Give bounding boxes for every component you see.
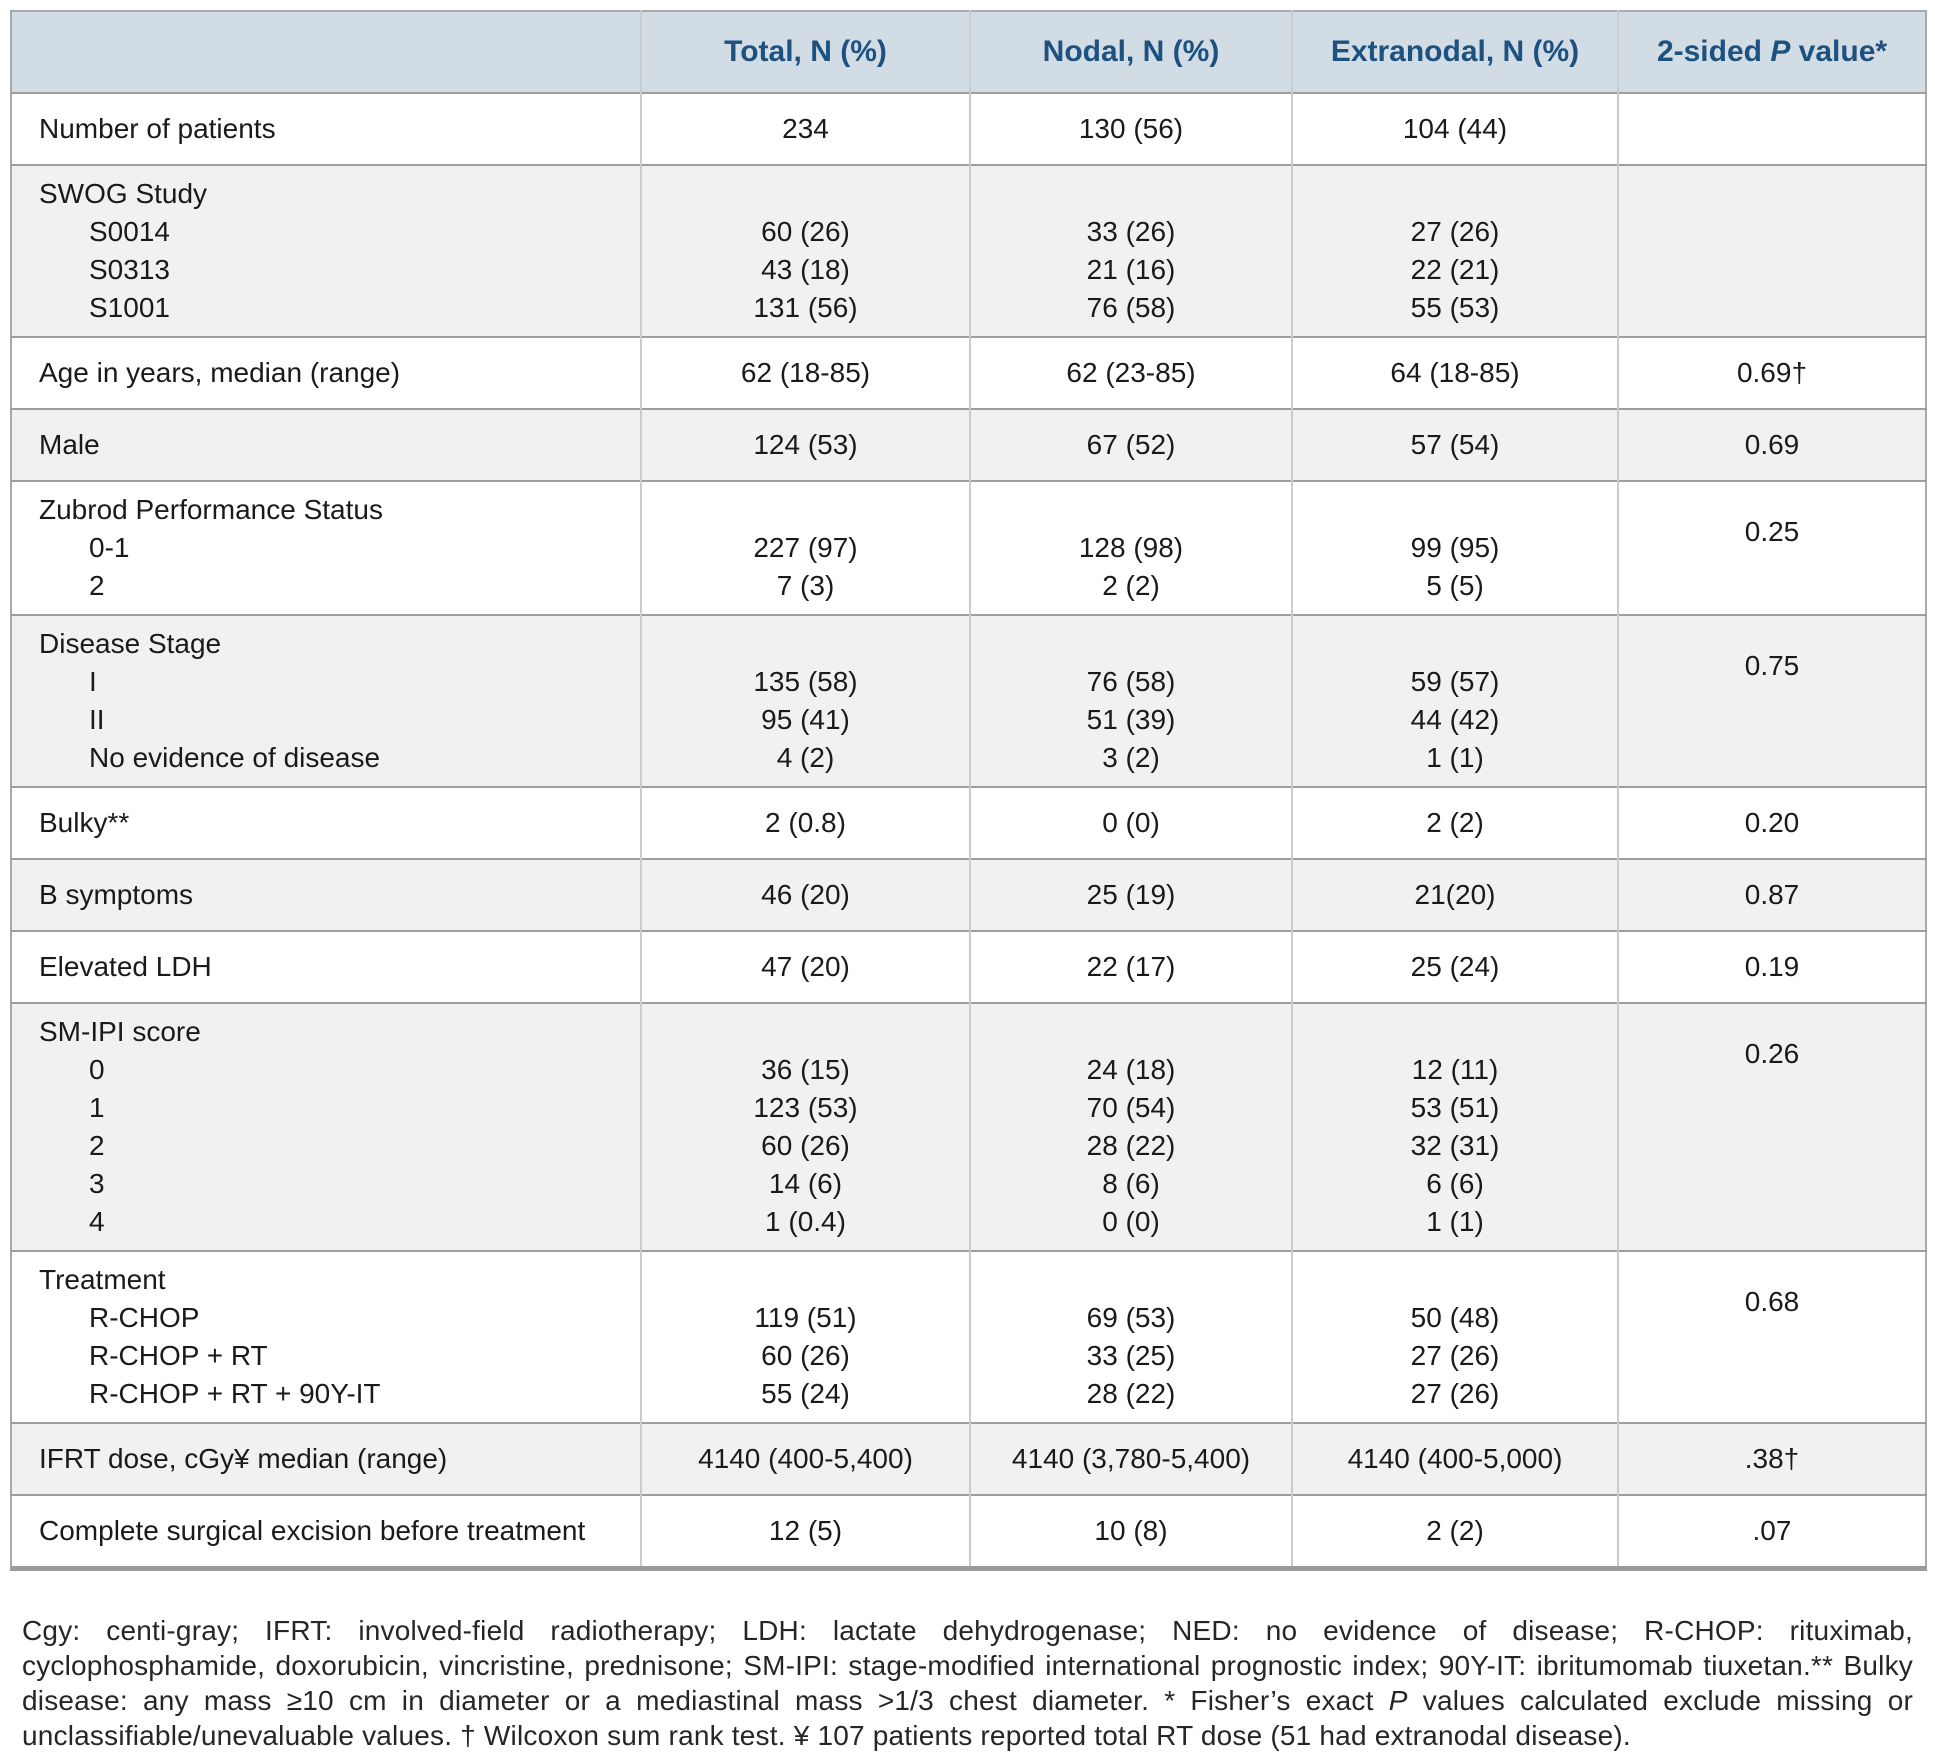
- sub-item-label: S0014: [89, 216, 170, 247]
- extranodal-value: 104 (44): [1402, 113, 1508, 144]
- italic-text: P: [1770, 35, 1791, 68]
- total-value: 1 (0.4): [765, 1206, 846, 1237]
- total-value: 135 (58): [753, 666, 858, 697]
- table-row: [11, 787, 1926, 859]
- p-value: 0.75: [1744, 650, 1800, 681]
- total-value: 43 (18): [761, 254, 850, 285]
- row-label: Elevated LDH: [39, 951, 212, 982]
- total-value: 47 (20): [761, 951, 850, 982]
- total-value: 4 (2): [776, 742, 835, 773]
- p-value-cell: [1618, 409, 1926, 481]
- total-value: 2 (0.8): [765, 807, 846, 838]
- extranodal-cell: [1292, 859, 1618, 931]
- table-row: [11, 1251, 1926, 1423]
- nodal-cell: [970, 1003, 1292, 1251]
- p-value-cell: [1618, 859, 1926, 931]
- p-value-cell: [1618, 615, 1926, 787]
- extranodal-value: 12 (11): [1411, 1054, 1499, 1085]
- nodal-value: 33 (25): [1086, 1340, 1176, 1371]
- total-value: 7 (3): [776, 570, 835, 601]
- extranodal-value: 6 (6): [1426, 1168, 1484, 1199]
- row-label-cell: [11, 93, 641, 165]
- nodal-cell: [970, 1495, 1292, 1569]
- nodal-value: 10 (8): [1094, 1515, 1168, 1546]
- p-value: 0.19: [1744, 951, 1800, 982]
- total-value: 227 (97): [753, 532, 858, 563]
- sub-item-label: R-CHOP + RT: [89, 1340, 268, 1371]
- extranodal-cell: [1292, 1251, 1618, 1423]
- extranodal-cell: [1292, 337, 1618, 409]
- nodal-cell: [970, 409, 1292, 481]
- header-row: [11, 11, 1926, 93]
- table-row: [11, 93, 1926, 165]
- column-header-extranodal: [1292, 11, 1618, 93]
- total-cell: [641, 337, 970, 409]
- italic-text: P: [1388, 1685, 1408, 1716]
- table-row: [11, 1423, 1926, 1495]
- nodal-cell: [970, 859, 1292, 931]
- nodal-value: 130 (56): [1078, 113, 1184, 144]
- extranodal-value: 57 (54): [1410, 429, 1500, 460]
- row-label: Disease Stage: [39, 628, 222, 659]
- sub-item-label: No evidence of disease: [89, 742, 381, 773]
- row-label-cell: [11, 1251, 641, 1423]
- extranodal-cell: [1292, 615, 1618, 787]
- row-label-cell: [11, 931, 641, 1003]
- extranodal-value: 44 (42): [1410, 704, 1500, 735]
- total-value: 14 (6): [768, 1168, 843, 1199]
- p-value-cell: [1618, 337, 1926, 409]
- nodal-value: 76 (58): [1086, 292, 1176, 323]
- p-value: 0.20: [1744, 807, 1800, 838]
- nodal-value: 67 (52): [1086, 429, 1176, 460]
- extranodal-value: 99 (95): [1410, 532, 1500, 563]
- table-row: [11, 1003, 1926, 1251]
- footnote: [22, 1613, 1913, 1753]
- sub-item-label: 0: [89, 1054, 105, 1085]
- nodal-cell: [970, 1251, 1292, 1423]
- extranodal-value: 55 (53): [1410, 292, 1500, 323]
- total-value: 124 (53): [753, 429, 858, 460]
- nodal-cell: [970, 787, 1292, 859]
- extranodal-value: 32 (31): [1410, 1130, 1500, 1161]
- sub-item-label: 2: [89, 570, 105, 601]
- text: Cgy: centi-gray; IFRT: involved-field radiotherapy; LDH: lactate dehydrogenase; NED: no evidence of disease; R-CHOP: rituximab, cyclophosphamide, doxorubicin, vincristine, prednisone; SM-IPI: stage-modified international prognostic index; 90Y-IT: ibritumomab tiuxetan.** Bulky disease: any mass ≥10 cm in diameter or a mediastinal mass >1/3 chest diameter. * Fisher’s exact: [22, 1615, 1913, 1716]
- p-value: 0.69: [1744, 429, 1800, 460]
- table-row: [11, 409, 1926, 481]
- row-label-cell: [11, 1003, 641, 1251]
- text: Nodal, N (%): [1042, 35, 1220, 68]
- total-value: 60 (26): [761, 1130, 850, 1161]
- total-cell: [641, 165, 970, 337]
- row-label-cell: [11, 337, 641, 409]
- nodal-cell: [970, 93, 1292, 165]
- total-cell: [641, 931, 970, 1003]
- nodal-cell: [970, 615, 1292, 787]
- p-value-cell: [1618, 1423, 1926, 1495]
- table-row: [11, 931, 1926, 1003]
- row-label-cell: [11, 165, 641, 337]
- row-label-cell: [11, 409, 641, 481]
- sub-item-label: II: [89, 704, 105, 735]
- table-row: [11, 481, 1926, 615]
- extranodal-cell: [1292, 931, 1618, 1003]
- total-cell: [641, 1423, 970, 1495]
- extranodal-cell: [1292, 165, 1618, 337]
- nodal-cell: [970, 481, 1292, 615]
- table-body: [11, 93, 1926, 1569]
- patient-characteristics-table: [10, 10, 1927, 1571]
- extranodal-cell: [1292, 1495, 1618, 1569]
- total-cell: [641, 615, 970, 787]
- nodal-value: 0 (0): [1102, 807, 1160, 838]
- p-value: 0.68: [1744, 1286, 1800, 1317]
- total-cell: [641, 859, 970, 931]
- total-value: 131 (56): [753, 292, 858, 323]
- total-cell: [641, 1003, 970, 1251]
- nodal-value: 24 (18): [1086, 1054, 1176, 1085]
- nodal-value: 76 (58): [1086, 666, 1176, 697]
- p-value-cell: [1618, 93, 1926, 165]
- p-value: .07: [1752, 1515, 1792, 1546]
- p-value-cell: [1618, 1251, 1926, 1423]
- nodal-cell: [970, 165, 1292, 337]
- extranodal-value: 21(20): [1414, 879, 1496, 910]
- p-value-cell: [1618, 931, 1926, 1003]
- column-header-p-value: [1618, 11, 1926, 93]
- table-header: [11, 11, 1926, 93]
- extranodal-cell: [1292, 1003, 1618, 1251]
- nodal-value: 22 (17): [1086, 951, 1176, 982]
- extranodal-cell: [1292, 787, 1618, 859]
- row-label-cell: [11, 859, 641, 931]
- extranodal-cell: [1292, 481, 1618, 615]
- row-label: Age in years, median (range): [39, 357, 401, 388]
- total-cell: [641, 93, 970, 165]
- extranodal-value: 53 (51): [1410, 1092, 1500, 1123]
- extranodal-value: 27 (26): [1410, 1340, 1500, 1371]
- total-cell: [641, 1251, 970, 1423]
- total-value: 12 (5): [768, 1515, 843, 1546]
- row-label: SWOG Study: [39, 178, 208, 209]
- row-label: SM-IPI score: [39, 1016, 201, 1047]
- nodal-value: 128 (98): [1078, 532, 1184, 563]
- nodal-value: 0 (0): [1102, 1206, 1160, 1237]
- text: Extranodal, N (%): [1330, 35, 1580, 68]
- extranodal-cell: [1292, 409, 1618, 481]
- sub-item-label: R-CHOP + RT + 90Y-IT: [89, 1378, 381, 1409]
- extranodal-value: 2 (2): [1426, 807, 1484, 838]
- p-value: 0.69†: [1736, 357, 1808, 388]
- total-value: 234: [782, 113, 829, 144]
- row-label: Male: [39, 429, 100, 460]
- nodal-value: 4140 (3,780-5,400): [1011, 1443, 1251, 1474]
- nodal-cell: [970, 337, 1292, 409]
- total-value: 62 (18-85): [740, 357, 871, 388]
- row-label: Number of patients: [39, 113, 276, 144]
- nodal-value: 70 (54): [1086, 1092, 1176, 1123]
- row-label-cell: [11, 615, 641, 787]
- table-row: [11, 615, 1926, 787]
- extranodal-value: 1 (1): [1426, 1206, 1484, 1237]
- extranodal-value: 25 (24): [1410, 951, 1500, 982]
- row-label: Bulky**: [39, 807, 130, 838]
- nodal-value: 3 (2): [1102, 742, 1160, 773]
- total-value: 123 (53): [753, 1092, 858, 1123]
- sub-item-label: R-CHOP: [89, 1302, 200, 1333]
- column-header-row-label: [11, 11, 641, 93]
- total-cell: [641, 1495, 970, 1569]
- nodal-value: 62 (23-85): [1066, 357, 1196, 388]
- text: Total, N (%): [724, 35, 887, 68]
- row-label: Complete surgical excision before treatment: [39, 1515, 586, 1546]
- nodal-value: 21 (16): [1086, 254, 1176, 285]
- extranodal-value: 64 (18-85): [1390, 357, 1520, 388]
- p-value-cell: [1618, 1003, 1926, 1251]
- sub-item-label: 4: [89, 1206, 105, 1237]
- row-label: IFRT dose, cGy¥ median (range): [39, 1443, 448, 1474]
- total-value: 95 (41): [761, 704, 850, 735]
- sub-item-label: 2: [89, 1130, 105, 1161]
- extranodal-value: 22 (21): [1410, 254, 1500, 285]
- column-header-total: [641, 11, 970, 93]
- text: value*: [1790, 35, 1888, 68]
- nodal-value: 69 (53): [1086, 1302, 1176, 1333]
- nodal-value: 28 (22): [1086, 1130, 1176, 1161]
- row-label: Treatment: [39, 1264, 166, 1295]
- extranodal-value: 4140 (400-5,000): [1347, 1443, 1563, 1474]
- extranodal-value: 2 (2): [1426, 1515, 1484, 1546]
- row-label-cell: [11, 481, 641, 615]
- nodal-value: 33 (26): [1086, 216, 1176, 247]
- table-row: [11, 859, 1926, 931]
- nodal-cell: [970, 931, 1292, 1003]
- extranodal-value: 27 (26): [1410, 216, 1500, 247]
- p-value: .38†: [1744, 1443, 1800, 1474]
- total-cell: [641, 787, 970, 859]
- extranodal-value: 50 (48): [1410, 1302, 1500, 1333]
- sub-item-label: 3: [89, 1168, 105, 1199]
- table-row: [11, 165, 1926, 337]
- p-value-cell: [1618, 787, 1926, 859]
- total-cell: [641, 409, 970, 481]
- sub-item-label: S1001: [89, 292, 170, 323]
- nodal-value: 25 (19): [1086, 879, 1176, 910]
- row-label: Zubrod Performance Status: [39, 494, 383, 525]
- total-value: 55 (24): [761, 1378, 850, 1409]
- extranodal-value: 1 (1): [1426, 742, 1484, 773]
- nodal-cell: [970, 1423, 1292, 1495]
- extranodal-value: 27 (26): [1410, 1378, 1500, 1409]
- sub-item-label: 0-1: [89, 532, 130, 563]
- nodal-value: 28 (22): [1086, 1378, 1176, 1409]
- sub-item-label: I: [89, 666, 97, 697]
- table-row: [11, 1495, 1926, 1569]
- p-value-cell: [1618, 1495, 1926, 1569]
- p-value: 0.26: [1744, 1038, 1800, 1069]
- total-value: 60 (26): [761, 1340, 850, 1371]
- extranodal-value: 59 (57): [1410, 666, 1500, 697]
- p-value-cell: [1618, 481, 1926, 615]
- total-value: 60 (26): [761, 216, 850, 247]
- sub-item-label: S0313: [89, 254, 170, 285]
- row-label-cell: [11, 787, 641, 859]
- row-label-cell: [11, 1423, 641, 1495]
- total-cell: [641, 481, 970, 615]
- text: values calculated exclude missing or unclassifiable/unevaluable values. † Wilcoxon sum rank test. ¥ 107 patients reported total RT dose (51 had extranodal disease).: [22, 1685, 1913, 1751]
- nodal-value: 51 (39): [1086, 704, 1176, 735]
- extranodal-cell: [1292, 1423, 1618, 1495]
- total-value: 4140 (400-5,400): [698, 1443, 913, 1474]
- p-value: 0.87: [1744, 879, 1800, 910]
- p-value: 0.25: [1744, 516, 1800, 547]
- extranodal-cell: [1292, 93, 1618, 165]
- nodal-value: 2 (2): [1102, 570, 1160, 601]
- table-row: [11, 337, 1926, 409]
- text: 2-sided: [1656, 35, 1771, 68]
- extranodal-value: 5 (5): [1426, 570, 1484, 601]
- nodal-value: 8 (6): [1102, 1168, 1160, 1199]
- row-label: B symptoms: [39, 879, 194, 910]
- total-value: 119 (51): [754, 1302, 857, 1333]
- p-value-cell: [1618, 165, 1926, 337]
- row-label-cell: [11, 1495, 641, 1569]
- sub-item-label: 1: [89, 1092, 105, 1123]
- total-value: 36 (15): [761, 1054, 850, 1085]
- total-value: 46 (20): [761, 879, 850, 910]
- column-header-nodal: [970, 11, 1292, 93]
